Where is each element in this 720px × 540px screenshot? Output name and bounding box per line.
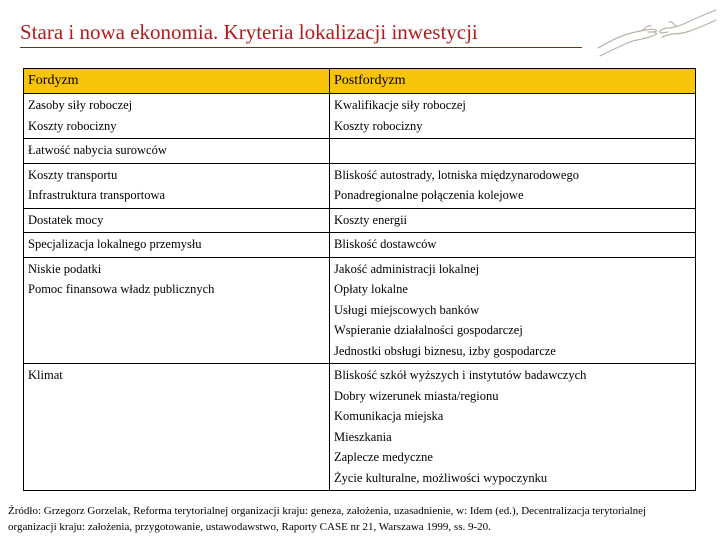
cell-text-line: Koszty robocizny <box>28 118 117 133</box>
source-line-1: Źródło: Grzegorz Gorzelak, Reforma terytorialnej organizacji kraju: geneza, założenia, uzasadnienie, w: Idem (ed.), Decentralizacja terytorialnej <box>8 505 647 517</box>
cell-text-line: Niskie podatki <box>28 261 102 276</box>
table-row <box>24 163 696 208</box>
table-row <box>24 364 696 491</box>
slide-title: Stara i nowa ekonomia. Kryteria lokalizacji inwestycji <box>20 20 478 44</box>
cell-text-line: Bliskość szkół wyższych i instytutów badawczych <box>334 368 587 382</box>
cell-text-line: Specjalizacja lokalnego przemysłu <box>28 237 202 251</box>
cell-text-line: Opłaty lokalne <box>334 282 408 296</box>
table-row <box>24 94 696 139</box>
cell-postfordyzm <box>330 139 696 164</box>
cell-text-line: Łatwość nabycia surowców <box>28 143 167 157</box>
cell-text-line: Kwalifikacje siły roboczej <box>334 98 466 112</box>
cell-text-line: Koszty transportu <box>28 167 118 182</box>
cell-fordyzm <box>24 364 330 491</box>
table-row <box>24 208 696 233</box>
cell-text-line: Usługi miejscowych banków <box>334 302 480 317</box>
header-postfordyzm: Postfordyzm <box>330 69 696 94</box>
cell-text-line: Koszty robocizny <box>334 118 423 133</box>
cell-postfordyzm <box>330 257 696 364</box>
cell-text-line: Komunikacja miejska <box>334 409 444 423</box>
cell-postfordyzm <box>330 94 696 139</box>
cell-fordyzm <box>24 233 330 258</box>
cell-text-line: Koszty energii <box>334 212 408 227</box>
table-row <box>24 139 696 164</box>
table-row <box>24 257 696 364</box>
table-row <box>24 233 696 258</box>
cell-postfordyzm <box>330 233 696 258</box>
header-fordyzm: Fordyzm <box>24 69 330 94</box>
cell-text-line: Mieszkania <box>334 429 392 444</box>
cell-text-line: Klimat <box>28 368 63 382</box>
cell-text-line: Dostatek mocy <box>28 212 104 227</box>
cell-text-line: Jednostki obsługi biznesu, izby gospodarcze <box>334 343 556 358</box>
cell-postfordyzm <box>330 364 696 491</box>
cell-text-line: Zasoby siły roboczej <box>28 98 133 112</box>
cell-text-line: Dobry wizerunek miasta/regionu <box>334 388 499 403</box>
hands-illustration <box>596 4 718 62</box>
cell-fordyzm <box>24 257 330 364</box>
cell-text-line: Bliskość autostrady, lotniska międzynarodowego <box>334 167 579 182</box>
cell-fordyzm <box>24 139 330 164</box>
criteria-table <box>23 68 696 491</box>
cell-text-line: Życie kulturalne, możliwości wypoczynku <box>334 470 548 485</box>
cell-text-line: Jakość administracji lokalnej <box>334 261 480 276</box>
cell-text-line: Zaplecze medyczne <box>334 450 433 464</box>
title-underline <box>20 47 582 48</box>
cell-text-line: Pomoc finansowa władz publicznych <box>28 282 215 296</box>
source-line-2: organizacji kraju: założenia, przygotowanie, ustawodawstwo, Raporty CASE nr 21, Warszawa 1999, ss. 9-20. <box>8 521 491 533</box>
cell-text-line: Wspieranie działalności gospodarczej <box>334 323 523 337</box>
table-header-row <box>24 69 696 94</box>
cell-postfordyzm <box>330 163 696 208</box>
cell-fordyzm <box>24 163 330 208</box>
cell-postfordyzm <box>330 208 696 233</box>
cell-text-line: Ponadregionalne połączenia kolejowe <box>334 188 524 202</box>
cell-fordyzm <box>24 208 330 233</box>
source-note <box>8 503 720 535</box>
cell-fordyzm <box>24 94 330 139</box>
cell-text-line: Bliskość dostawców <box>334 237 437 251</box>
cell-text-line: Infrastruktura transportowa <box>28 188 166 202</box>
